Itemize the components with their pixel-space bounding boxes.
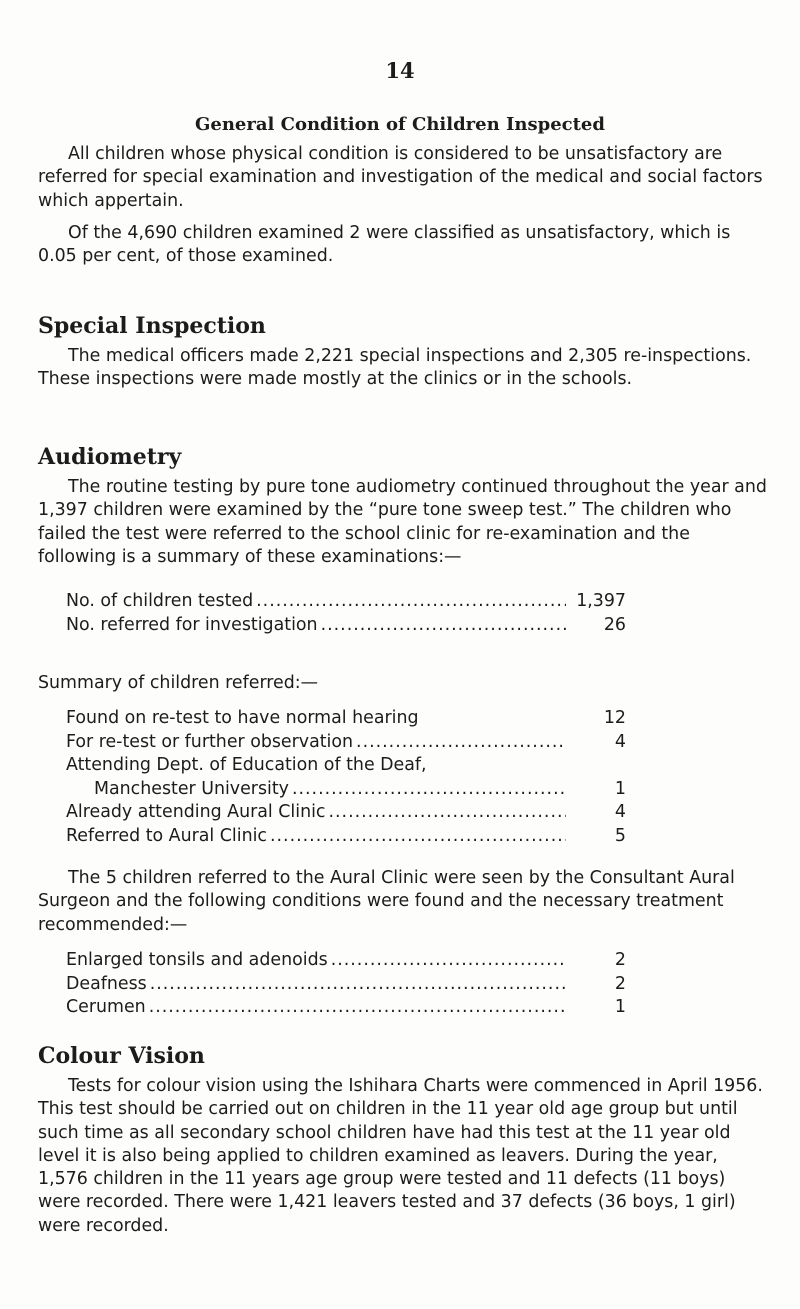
- conditions-list: [66, 949, 626, 1020]
- list-item: Enlarged tonsils and adenoids ..... 2: [66, 949, 626, 973]
- list-item: Referred to Aural Clinic ..... 5: [66, 825, 626, 849]
- list-item: No. of children tested ..... 1,397: [66, 590, 626, 614]
- general-condition-para-2: Of the 4,690 children examined 2 were classified as unsatisfactory, which is 0.05 per cent, of those examined.: [38, 223, 731, 267]
- special-inspection-heading: Special Inspection: [38, 313, 266, 339]
- page-number: 14: [385, 58, 415, 83]
- list-item: For re-test or further observation ..... 4: [66, 731, 626, 755]
- special-inspection-para: The medical officers made 2,221 special inspections and 2,305 re-inspections. These inspections were made mostly at the clinics or in the schools.: [38, 346, 752, 390]
- general-condition-heading: General Condition of Children Inspected: [195, 114, 605, 135]
- colour-vision-heading: Colour Vision: [38, 1043, 205, 1069]
- colour-vision-para: Tests for colour vision using the Ishihara Charts were commenced in April 1956. This test should be carried out on children in the 11 year old age group but until such time as all secondary school children have had this test at the 11 year old level it is also being applied to children examined as leavers. During the year, 1,576 children in the 11 years age group were tested and 11 defects (11 boys) were recorded. There were 1,421 leavers tested and 37 defects (36 boys, 1 girl) were recorded.: [38, 1076, 763, 1236]
- list-item: Already attending Aural Clinic ..... 4: [66, 801, 626, 825]
- general-condition-para-1: All children whose physical condition is considered to be unsatisfactory are referred for special examination and investigation of the medical and social factors which appertain.: [38, 144, 763, 211]
- audiometry-tested-list: [66, 590, 626, 637]
- referred-list: [66, 707, 626, 848]
- list-item: Found on re-test to have normal hearing 12: [66, 708, 626, 728]
- list-item: Attending Dept. of Education of the Deaf,: [66, 755, 427, 775]
- summary-label: Summary of children referred:—: [38, 673, 319, 693]
- list-item: Deafness ..... 2: [66, 973, 626, 997]
- list-item: Manchester University ..... 1: [66, 778, 626, 802]
- audiometry-heading: Audiometry: [38, 444, 182, 470]
- aural-clinic-para: The 5 children referred to the Aural Clinic were seen by the Consultant Aural Surgeon and the following conditions were found and the necessary treatment recommended:—: [38, 868, 735, 935]
- audiometry-para: The routine testing by pure tone audiometry continued throughout the year and 1,397 children were examined by the “pure tone sweep test.” The children who failed the test were referred to the school clinic for re-examination and the following is a summary of these examinations:—: [38, 477, 767, 567]
- list-item: Cerumen ..... 1: [66, 996, 626, 1020]
- list-item: No. referred for investigation ..... 26: [66, 614, 626, 638]
